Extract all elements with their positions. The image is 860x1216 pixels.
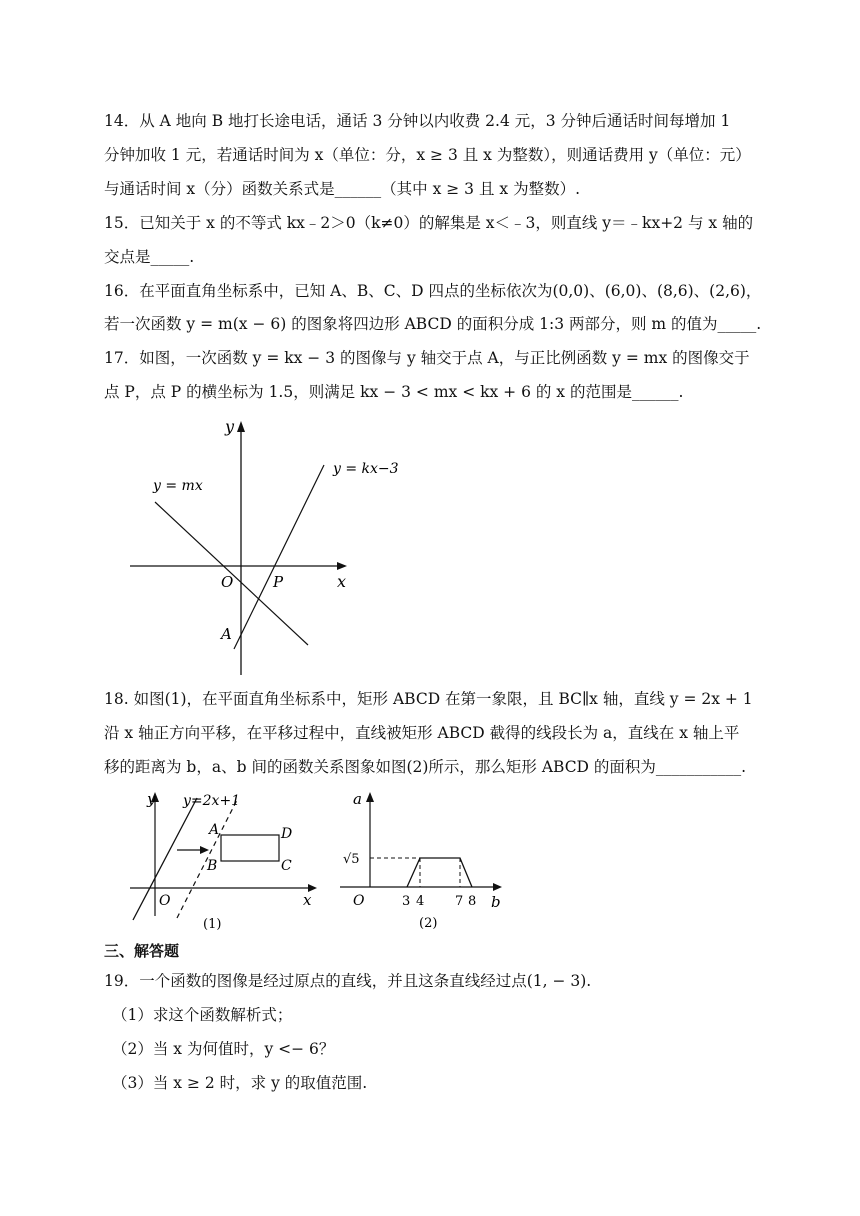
shift-arrow-icon (200, 846, 209, 854)
q17-figure (125, 415, 415, 680)
q18-figure-1 (125, 786, 325, 936)
x-axis-label: x (337, 572, 347, 591)
q15-line-2: 交点是_____. (104, 248, 195, 266)
figure-2-caption: (2) (419, 916, 438, 931)
q16-line-1: 16．在平面直角坐标系中，已知 A、B、C、D 四点的坐标依次为(0,0)、(6,0)、(8,6)、(2,6)， (104, 282, 762, 300)
a-axis-label: a (353, 790, 362, 808)
q14-line-3: 与通话时间 x（分）函数关系式是______（其中 x ≥ 3 且 x 为整数）. (104, 180, 580, 198)
q19-part-3: （3）当 x ≥ 2 时，求 y 的取值范围. (112, 1074, 368, 1092)
x-axis-label: x (303, 891, 312, 909)
q14-line-1: 14．从 A 地向 B 地打长途电话，通话 3 分钟以内收费 2.4 元，3 分钟后通话时间每增加 1 (104, 112, 731, 130)
point-d-label: D (281, 826, 293, 842)
y-axis-arrow-icon (237, 421, 245, 432)
x-axis-arrow-icon (337, 562, 347, 570)
tick-sqrt5: √5 (343, 852, 360, 867)
q19-part-2: （2）当 x 为何值时，y <− 6？ (112, 1040, 335, 1058)
origin-label: O (353, 893, 365, 909)
section-heading: 三、解答题 (104, 942, 180, 960)
q19-part-1: （1）求这个函数解析式； (112, 1006, 293, 1024)
tick-3: 3 (402, 894, 411, 909)
origin-label: O (159, 893, 171, 909)
point-p-label: P (273, 573, 284, 591)
y-axis-label: y (147, 790, 156, 808)
point-a-label: A (209, 822, 220, 838)
origin-label: O (221, 573, 234, 591)
b-axis-label: b (491, 893, 501, 911)
q17-line-1: 17．如图，一次函数 y = kx − 3 的图像与 y 轴交于点 A，与正比例函数 y = mx 的图像交于 (104, 349, 750, 367)
label-y-mx: y = mx (153, 478, 203, 494)
q18-figure-2 (335, 786, 515, 936)
a-axis-arrow-icon (366, 792, 374, 802)
line-label: y=2x+1 (183, 793, 241, 809)
rectangle-abcd (221, 835, 279, 861)
point-b-label: B (207, 858, 218, 874)
point-c-label: C (281, 858, 292, 874)
q17-line-2: 点 P，点 P 的横坐标为 1.5，则满足 kx − 3 < mx < kx + 6 的 x 的范围是______. (104, 383, 684, 401)
tick-4: 4 (416, 894, 425, 909)
y-axis-label: y (225, 417, 235, 436)
q16-line-2: 若一次函数 y = m(x − 6) 的图象将四边形 ABCD 的面积分成 1:3 两部分，则 m 的值为_____. (104, 315, 762, 333)
tick-8: 8 (468, 894, 477, 909)
q14-line-2: 分钟加收 1 元，若通话时间为 x（单位：分，x ≥ 3 且 x 为整数），则通话费用 y（单位：元） (104, 146, 751, 164)
graph-a-vs-b (407, 858, 472, 887)
tick-7: 7 (455, 894, 464, 909)
q19-line-1: 19．一个函数的图像是经过原点的直线，并且这条直线经过点(1, − 3). (104, 972, 592, 990)
label-y-kx-3: y = kx−3 (333, 461, 399, 477)
q15-line-1: 15．已知关于 x 的不等式 kx﹣2＞0（k≠0）的解集是 x＜﹣3，则直线 y＝﹣kx+2 与 x 轴的 (104, 214, 754, 232)
point-a-label: A (221, 625, 232, 643)
figure-1-caption: (1) (203, 917, 222, 932)
q18-line-2: 沿 x 轴正方向平移，在平移过程中，直线被矩形 ABCD 截得的线段长为 a，直线在 x 轴上平 (104, 724, 740, 742)
line-y-kx-3 (234, 465, 324, 649)
q18-line-1: 18. 如图(1)，在平面直角坐标系中，矩形 ABCD 在第一象限，且 BC∥x 轴，直线 y = 2x + 1 (104, 690, 753, 708)
b-axis-arrow-icon (493, 883, 502, 891)
q18-line-3: 移的距离为 b，a、b 间的函数关系图象如图(2)所示，那么矩形 ABCD 的面积为___________. (104, 758, 747, 776)
